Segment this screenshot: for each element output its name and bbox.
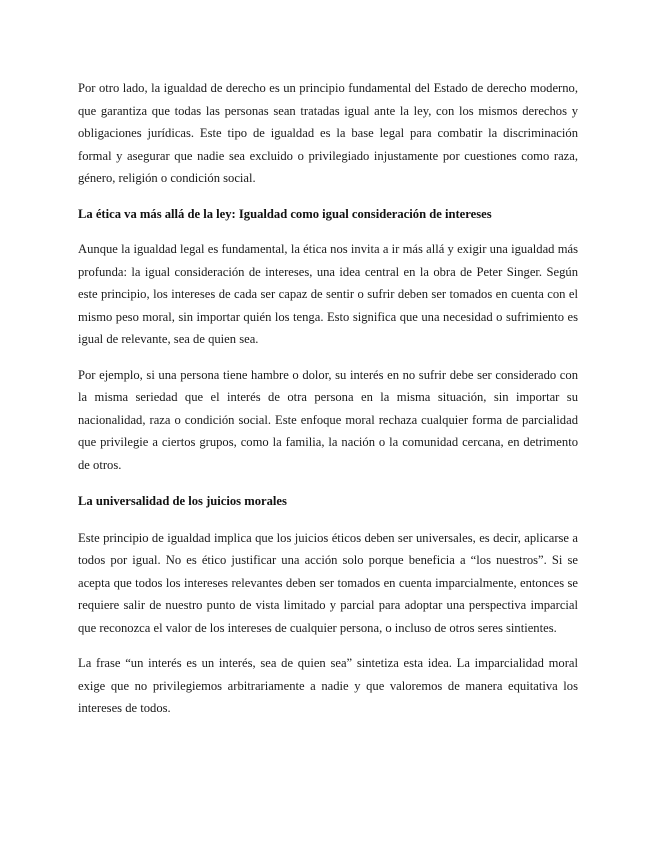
- paragraph-example: Por ejemplo, si una persona tiene hambre o dolor, su interés en no sufrir debe ser considerado con la misma seriedad que el interés de otra persona en la misma situación, sin importar su nacionalidad, raza o condición social. Este enfoque moral rechaza cualquier forma de parcialidad que privilegie a ciertos grupos, como la familia, la nación o la comunidad cercana, en detrimento de otros.: [78, 367, 578, 472]
- paragraph-legal-equality: Por otro lado, la igualdad de derecho es un principio fundamental del Estado de derecho moderno, que garantiza que todas las personas sean tratadas igual ante la ley, con los mismos derechos y obligaciones jurídicas. Este tipo de igualdad es la base legal para combatir la discriminación formal y asegurar que nadie sea excluido o privilegiado injustamente por cuestiones como raza, género, religión o condición social.: [78, 81, 578, 185]
- paragraph-impartiality: La frase “un interés es un interés, sea de quien sea” sintetiza esta idea. La imparcialidad moral exige que no privilegiemos arbitrariamente a nadie y que valoremos de manera equitativa los intereses de todos.: [78, 656, 578, 715]
- section-heading-universality: La universalidad de los juicios morales: [78, 494, 287, 508]
- document-page: [78, 77, 578, 720]
- paragraph-equal-consideration: Aunque la igualdad legal es fundamental, la ética nos invita a ir más allá y exigir una igualdad más profunda: la igual consideración de intereses, una idea central en la obra de Peter Singer. Según este principio, los intereses de cada ser capaz de sentir o sufrir deben ser tomados en cuenta con el mismo peso moral, sin importar quién los tenga. Esto significa que una necesidad o sufrimiento es igual de relevante, sea de quien sea.: [78, 242, 578, 346]
- section-heading-ethics-beyond-law: La ética va más allá de la ley: Igualdad como igual consideración de intereses: [78, 206, 492, 221]
- paragraph-universal-judgments: Este principio de igualdad implica que los juicios éticos deben ser universales, es decir, aplicarse a todos por igual. No es ético justificar una acción solo porque beneficia a “los nuestros”. Si se acepta que todos los intereses relevantes deben ser tomados en cuenta imparcialmente, entonces se requiere salir de nuestro punto de vista limitado y parcial para adoptar una perspectiva imparcial que reconozca el valor de los intereses de cualquier persona, o incluso de otros seres sintientes.: [78, 530, 578, 635]
